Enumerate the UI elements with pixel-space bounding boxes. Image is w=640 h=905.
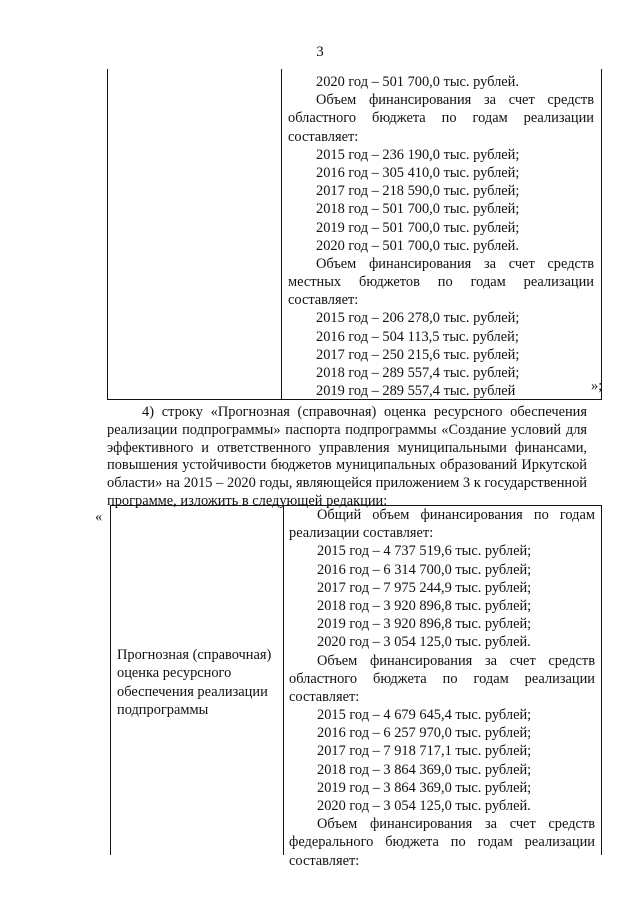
funding-details-cell [288, 73, 594, 400]
text-line: 2018 год – 501 700,0 тыс. рублей; [316, 201, 520, 218]
paragraph-line: реализации подпрограммы» паспорта подпрограммы «Создание условий для [107, 421, 587, 438]
text-line: 2018 год – 3 864 369,0 тыс. рублей; [317, 761, 532, 778]
paragraph-line: 4) строку «Прогнозная (справочная) оценка ресурсного обеспечения [142, 404, 587, 420]
text-line: 2017 год – 7 975 244,9 тыс. рублей; [317, 579, 532, 596]
text-line: обеспечения реализации [117, 683, 268, 700]
text-line: реализации составляет: [289, 525, 434, 542]
text-line: Объем финансирования за счет средств [316, 255, 594, 272]
text-line: 2020 год – 501 700,0 тыс. рублей. [316, 74, 519, 90]
text-line: местных бюджетов по годам реализации [288, 274, 594, 291]
text-line: 2015 год – 206 278,0 тыс. рублей; [316, 310, 520, 327]
text-line: 2020 год – 501 700,0 тыс. рублей. [316, 237, 519, 254]
funding-details-cell [289, 506, 595, 870]
text-line: составляет: [289, 852, 360, 869]
closing-quote: »; [591, 378, 603, 394]
text-line: 2017 год – 218 590,0 тыс. рублей; [316, 183, 520, 200]
text-line: Объем финансирования за счет средств [316, 92, 594, 109]
paragraph-line: эффективного и ответственного управления муниципальными финансами, [107, 439, 587, 456]
page-number: 3 [316, 44, 324, 60]
paragraph-line: программе, изложить в следующей редакции: [107, 492, 388, 509]
row-header-cell [117, 646, 280, 720]
text-line: федерального бюджета по годам реализации [289, 834, 595, 851]
text-line: 2016 год – 305 410,0 тыс. рублей; [316, 164, 520, 181]
text-line: Объем финансирования за счет средств [317, 816, 595, 833]
text-line: Объем финансирования за счет средств [317, 652, 595, 669]
text-line: 2020 год – 3 054 125,0 тыс. рублей. [317, 634, 531, 651]
opening-quote: « [95, 509, 103, 525]
text-line: составляет: [288, 128, 359, 145]
text-line: областного бюджета по годам реализации [289, 670, 595, 687]
text-line: 2019 год – 3 920 896,8 тыс. рублей; [317, 616, 532, 633]
text-line: 2016 год – 504 113,5 тыс. рублей; [316, 328, 519, 345]
text-line: оценка ресурсного [117, 665, 232, 682]
paragraph-line: повышения устойчивости бюджетов муниципальных образований Иркутской [107, 457, 587, 474]
text-line: подпрограммы [117, 702, 209, 719]
resource-estimate-table [110, 505, 602, 869]
text-line: Прогнозная (справочная) [117, 647, 272, 663]
text-line: 2018 год – 3 920 896,8 тыс. рублей; [317, 597, 532, 614]
text-line: Общий объем финансирования по годам [317, 507, 595, 523]
amendment-paragraph [107, 404, 587, 511]
text-line: областного бюджета по годам реализации [288, 110, 594, 127]
text-line: 2019 год – 501 700,0 тыс. рублей; [316, 219, 520, 236]
paragraph-line: области» на 2015 – 2020 годы, являющейся приложением 3 к государственной [107, 475, 587, 492]
text-line: 2018 год – 289 557,4 тыс. рублей; [316, 365, 520, 381]
text-line: 2017 год – 7 918 717,1 тыс. рублей; [317, 743, 532, 760]
text-line: составляет: [289, 688, 360, 705]
text-line: 2016 год – 6 314 700,0 тыс. рублей; [317, 561, 532, 578]
text-line: 2015 год – 236 190,0 тыс. рублей; [316, 146, 520, 163]
text-line: 2017 год – 250 215,6 тыс. рублей; [316, 346, 520, 363]
text-line: 2016 год – 6 257 970,0 тыс. рублей; [317, 725, 532, 742]
text-line: составляет: [288, 292, 359, 309]
funding-table-continuation [107, 69, 602, 400]
text-line: 2019 год – 289 557,4 тыс. рублей [316, 383, 516, 400]
text-line: 2020 год – 3 054 125,0 тыс. рублей. [317, 798, 531, 814]
text-line: 2019 год – 3 864 369,0 тыс. рублей; [317, 779, 532, 796]
text-line: 2015 год – 4 679 645,4 тыс. рублей; [317, 707, 532, 724]
table-column-divider [283, 506, 284, 855]
table-column-divider [281, 69, 282, 399]
text-line: 2015 год – 4 737 519,6 тыс. рублей; [317, 543, 532, 560]
